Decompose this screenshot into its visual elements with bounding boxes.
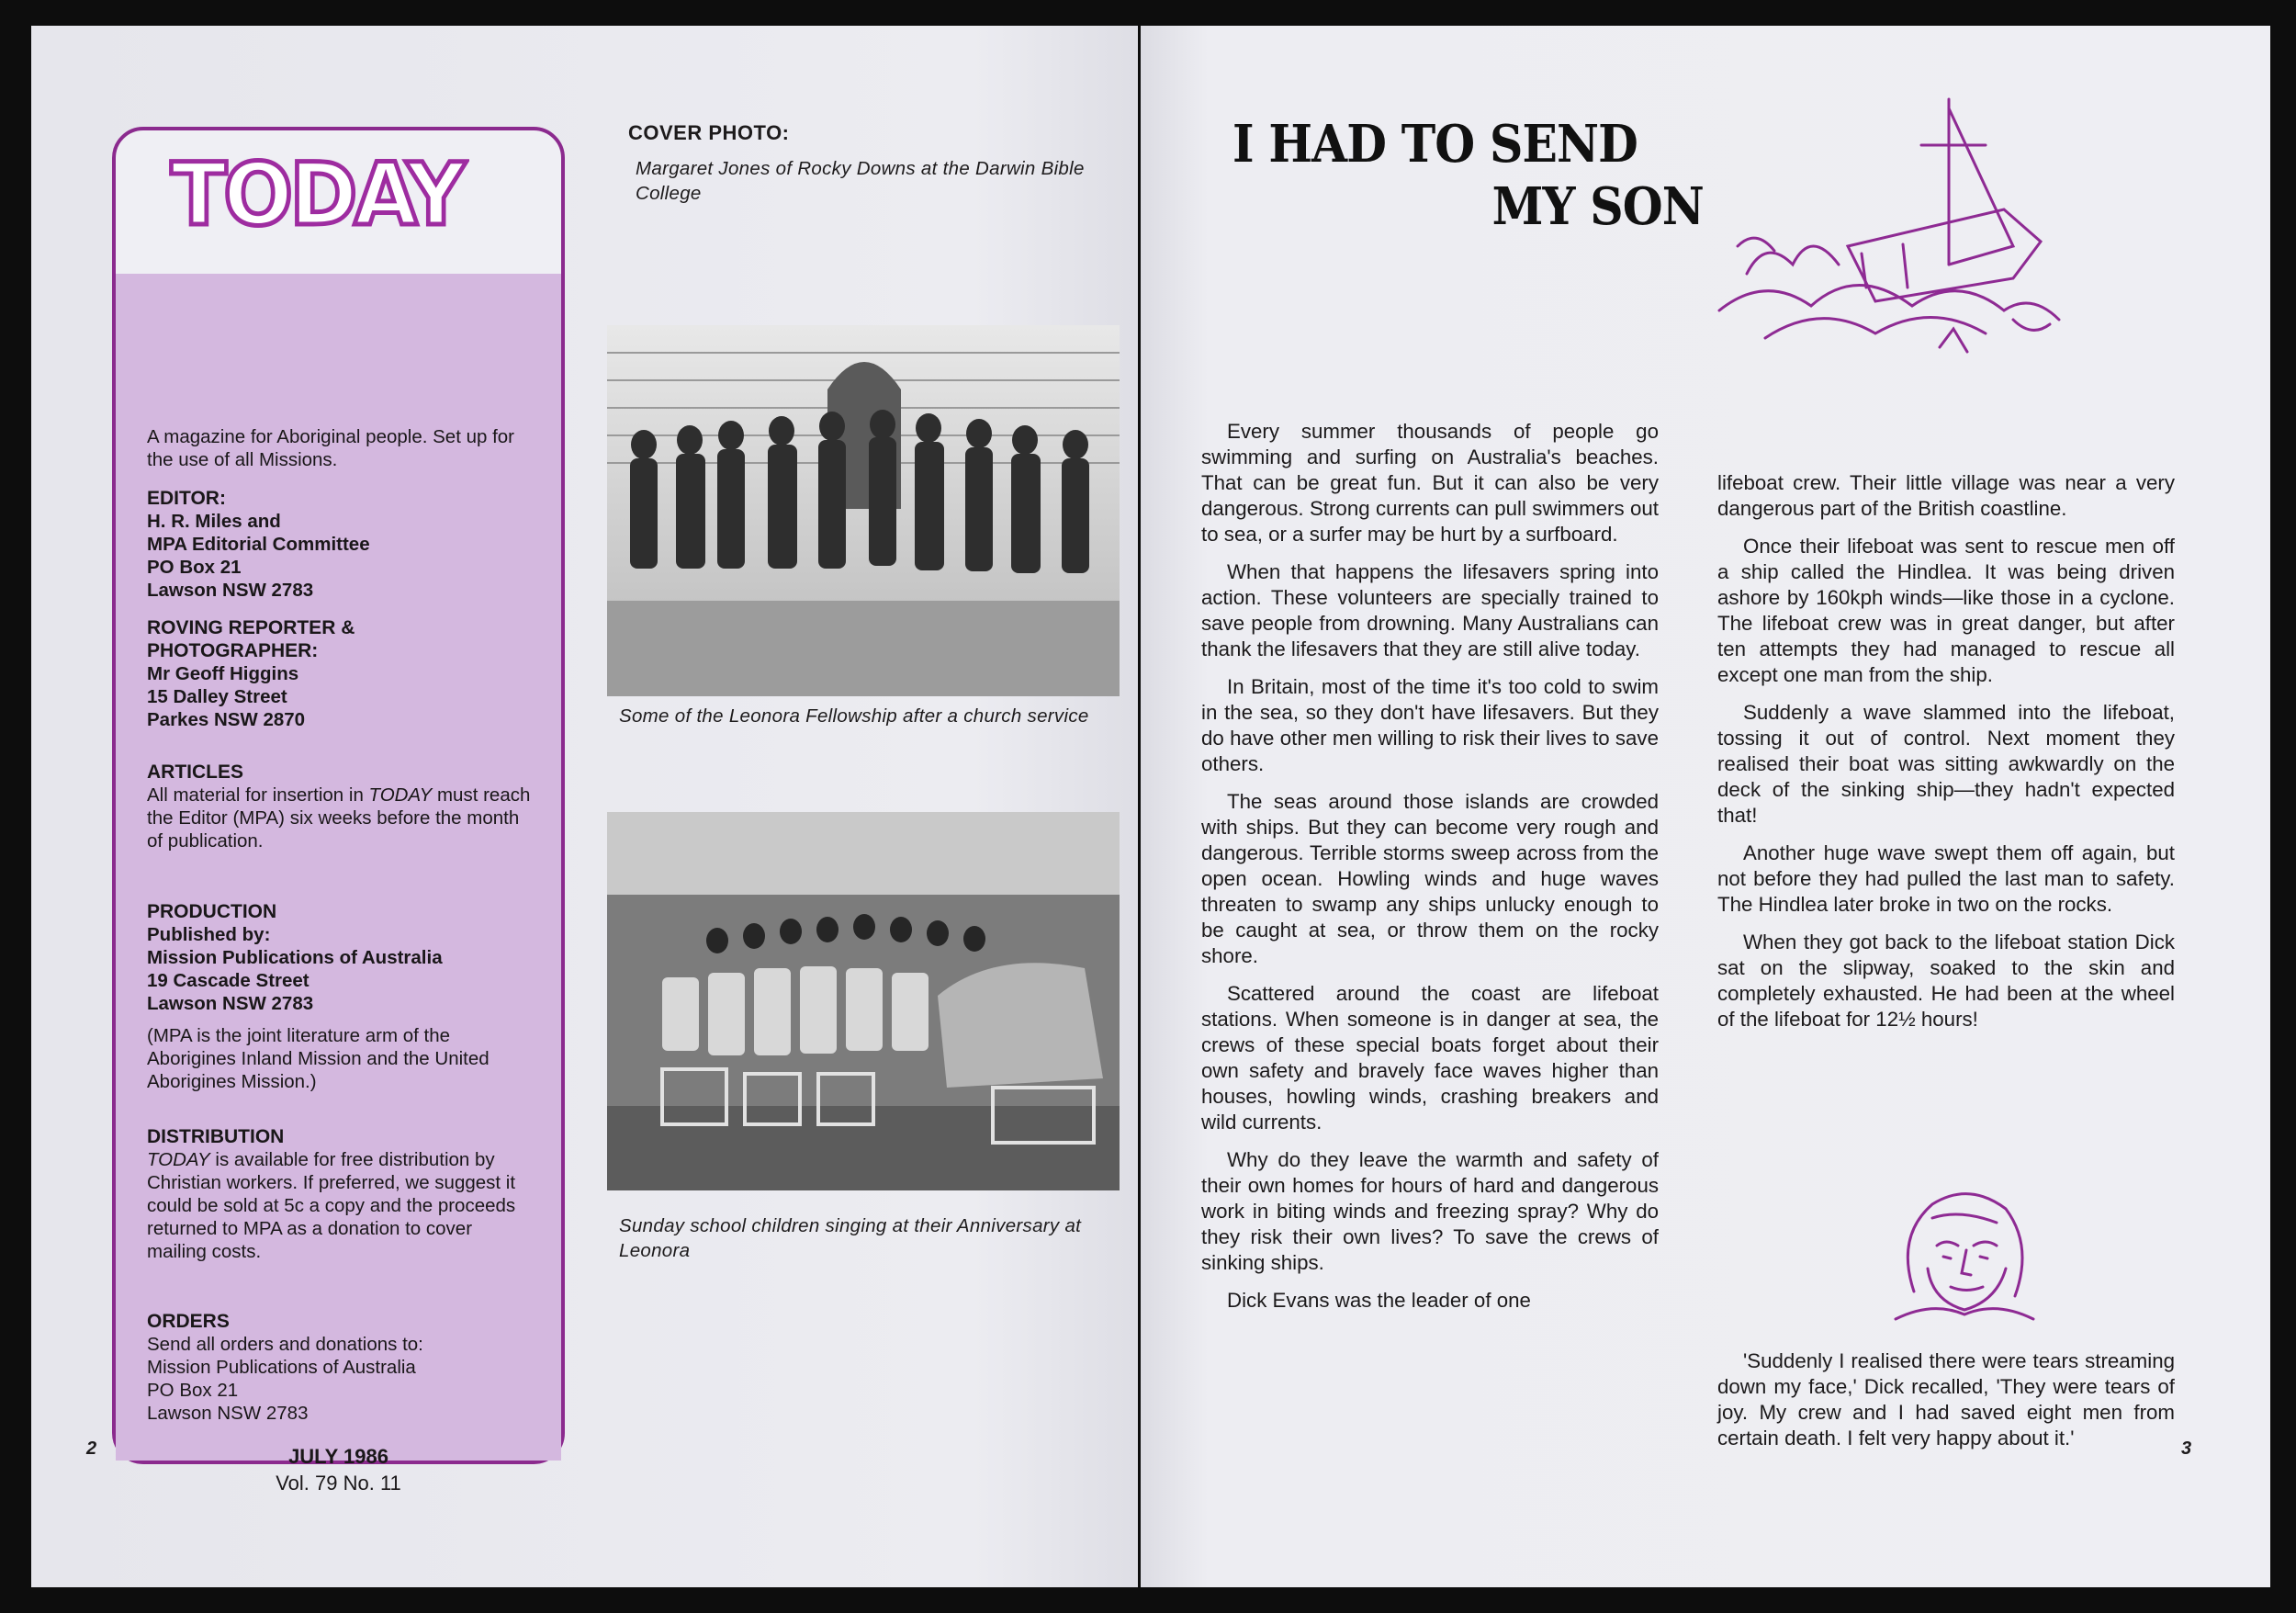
article-paragraph: In Britain, most of the time it's too cold to swim in the sea, so they don't have lifesavers. But they do have other men willing to risk their lives to save others.: [1201, 675, 1659, 775]
article-column-2-end: [1717, 1348, 2175, 1463]
title-line-2: MY SON: [1491, 176, 1704, 237]
production-line: 19 Cascade Street: [147, 970, 310, 991]
roving-heading: PHOTOGRAPHER:: [147, 640, 319, 661]
distribution-block: [147, 1125, 533, 1263]
production-note: (MPA is the joint literature arm of the Aborigines Inland Mission and the United Aborigines Mission.): [147, 1025, 490, 1092]
distribution-text: TODAY is available for free distribution by Christian workers. If preferred, we suggest it could be sold at 5c a copy and the proceeds returned to MPA as a donation to cover mailing costs.: [147, 1149, 516, 1262]
cover-photo-caption: Margaret Jones of Rocky Downs at the Darwin Bible College: [636, 158, 1085, 204]
article-paragraph: Suddenly a wave slammed into the lifeboat, tossing it out of control. Next moment they realised their boat was sitting awkwardly on the deck of the sinking ship—they hadn't expected that!: [1717, 701, 2175, 827]
editor-line: Lawson NSW 2783: [147, 580, 314, 601]
orders-heading: ORDERS: [147, 1311, 230, 1332]
article-paragraph: The seas around those islands are crowded with ships. But they can become very rough and dangerous. Terrible storms sweep across from the open ocean. Howling winds and huge waves threaten to swamp any ships unlucky enough to be caught at sea, or throw them on the rocky shore.: [1201, 790, 1659, 967]
roving-heading: ROVING REPORTER &: [147, 617, 355, 638]
issue-volume: Vol. 79 No. 11: [276, 1472, 401, 1495]
article-paragraph: Dick Evans was the leader of one: [1227, 1289, 1531, 1312]
orders-line: PO Box 21: [147, 1380, 239, 1401]
production-line: Lawson NSW 2783: [147, 993, 314, 1014]
fellowship-photo-caption: Some of the Leonora Fellowship after a church service: [619, 705, 1089, 727]
sunday-school-photo: [607, 812, 1120, 1190]
cover-photo-heading: COVER PHOTO:: [628, 121, 790, 144]
sunday-school-photo-image: [607, 812, 1120, 1190]
sunday-school-photo-caption: Sunday school children singing at their Anniversary at Leonora: [619, 1215, 1082, 1261]
production-heading: PRODUCTION: [147, 901, 277, 922]
distribution-heading: DISTRIBUTION: [147, 1126, 285, 1147]
orders-line: Mission Publications of Australia: [147, 1357, 416, 1378]
fellowship-photo: [607, 325, 1120, 696]
today-logo: TODAY: [171, 145, 463, 245]
article-paragraph: Scattered around the coast are lifeboat stations. When someone is in danger at sea, the crews of these special boats forget about their own safety and bravely face waves higher than houses, howling winds, crashing breakers and wild currents.: [1201, 982, 1659, 1134]
title-line-1: I HAD TO SEND: [1232, 114, 1638, 175]
left-page: [31, 26, 1138, 1587]
orders-line: Lawson NSW 2783: [147, 1403, 309, 1424]
editor-block: [147, 487, 533, 602]
article-paragraph: Once their lifeboat was sent to rescue men off a ship called the Hindlea. It was being driven ashore by 160kph winds—like those in a cyclone. The lifeboat crew was in great danger, but after ten attempts they had managed to rescue all except one man from the ship.: [1717, 535, 2175, 686]
published-by: Published by:: [147, 924, 271, 945]
info-box: [112, 127, 565, 1495]
articles-text: All material for insertion in TODAY must reach the Editor (MPA) six weeks before the month of publication.: [147, 784, 531, 852]
orders-text: Send all orders and donations to:: [147, 1334, 423, 1355]
article-paragraph: Why do they leave the warmth and safety of their own homes for hours of hard and dangerous work in biting winds and freezing spray? Why do they risk their own lives? To save the crews of sinking ships.: [1201, 1148, 1659, 1274]
article-column-2: [1717, 470, 2175, 1044]
articles-heading: ARTICLES: [147, 761, 243, 783]
articles-block: [147, 761, 533, 852]
article-paragraph: 'Suddenly I realised there were tears streaming down my face,' Dick recalled, 'They were tears of joy. My crew and I had saved eight men from certain death. I felt very happy about it.': [1717, 1349, 2175, 1449]
roving-line: Parkes NSW 2870: [147, 709, 306, 730]
production-block: [147, 900, 533, 1093]
article-column-1: [1201, 419, 1659, 1325]
page-number-right: 3: [2181, 1438, 2192, 1459]
roving-block: [147, 616, 533, 731]
intro-text: A magazine for Aboriginal people. Set up for the use of all Missions.: [147, 426, 515, 470]
roving-line: Mr Geoff Higgins: [147, 663, 299, 684]
article-title: [1232, 113, 1704, 238]
orders-block: [147, 1310, 533, 1425]
dick-evans-portrait-illustration: [1877, 1181, 2043, 1328]
right-page: [1141, 26, 2270, 1587]
sinking-ship-illustration: [1710, 90, 2077, 356]
fellowship-photo-image: [607, 325, 1120, 696]
logo-area: [116, 130, 561, 274]
production-line: Mission Publications of Australia: [147, 947, 443, 968]
editor-line: PO Box 21: [147, 557, 242, 578]
roving-line: 15 Dalley Street: [147, 686, 287, 707]
page-number-left: 2: [86, 1438, 97, 1459]
editor-line: H. R. Miles and: [147, 511, 281, 532]
info-body: [116, 274, 561, 1495]
issue-block: [116, 1445, 561, 1495]
article-paragraph: Another huge wave swept them off again, but not before they had pulled the last man to safety. The Hindlea later broke in two on the rocks.: [1717, 841, 2175, 916]
article-paragraph: Every summer thousands of people go swimming and surfing on Australia's beaches. That can be great fun. But it can also be very dangerous. Strong currents can pull swimmers out to sea, or a surfer may be hurt by a surfboard.: [1201, 420, 1659, 546]
article-paragraph: lifeboat crew. Their little village was near a very dangerous part of the British coastline.: [1717, 471, 2175, 520]
issue-date: JULY 1986: [288, 1445, 388, 1468]
article-paragraph: When they got back to the lifeboat station Dick sat on the slipway, soaked to the skin and completely exhausted. He had been at the wheel of the lifeboat for 12½ hours!: [1717, 931, 2175, 1031]
editor-heading: EDITOR:: [147, 488, 226, 509]
article-paragraph: When that happens the lifesavers spring into action. These volunteers are specially trained to save people from drowning. Many Australians can thank the lifesavers that they are still alive today.: [1201, 560, 1659, 660]
editor-line: MPA Editorial Committee: [147, 534, 370, 555]
